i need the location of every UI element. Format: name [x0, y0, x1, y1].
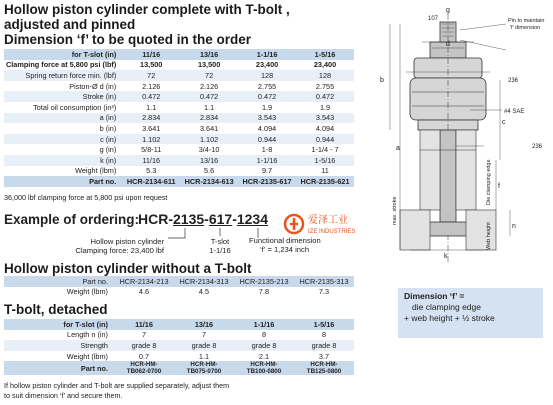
table-cell: 13/16 [180, 155, 238, 166]
row-label: Weight (lbm) [66, 351, 108, 361]
table-row [4, 91, 354, 102]
table-cell: 1.102 [180, 134, 238, 145]
section1-title-line1: Hollow piston cylinder complete with T-bolt , [4, 2, 290, 17]
dimension-f-title: Dimension ‘f’ = [404, 291, 465, 301]
part-number-line: HCR-HM- [130, 361, 158, 369]
row-label: Weight (lbm) [75, 166, 117, 176]
table-cell: 5.3 [146, 166, 157, 176]
table-cell: 0.472 [122, 91, 180, 102]
table-row [4, 113, 354, 124]
table-left [400, 210, 430, 250]
row-label: c (in) [4, 134, 122, 145]
row-label: a (in) [4, 113, 122, 124]
table-row [4, 60, 354, 71]
die-right [456, 130, 476, 210]
part-number-line: HCR-HM- [250, 361, 278, 369]
header-cell: 1-1/16 [234, 319, 294, 330]
table-header-row [4, 319, 354, 330]
dimension-f-line1: die clamping edge [412, 302, 481, 312]
table-cell: 3/4-10 [198, 145, 220, 155]
no-tbolt-body [4, 276, 354, 297]
clamping-force-note: 36,000 lbf clamping force at 5,800 psi upon request [4, 193, 168, 202]
label-107: 107 [428, 16, 439, 22]
part-number-cell: HCR-2134-313 [174, 276, 234, 287]
row-label: Stroke (in) [4, 91, 122, 102]
label-236: 236 [508, 78, 519, 84]
table-cell: 2.755 [257, 81, 277, 91]
table-cell: 0.944 [296, 134, 354, 145]
table-row [4, 340, 354, 351]
tbolt-foot [424, 222, 472, 236]
code-sep1: - [204, 211, 209, 227]
example-label-tbolt-1: T-slot [210, 237, 230, 246]
part-number-cell [294, 361, 354, 375]
table-row [4, 70, 354, 81]
separate-supply-note-2: to suit dimension ‘f’ and secure them. [4, 391, 123, 400]
table-header-row [4, 276, 354, 287]
part-number-cell [114, 361, 174, 375]
code-prefix: HCR- [138, 211, 173, 227]
table-cell: 0.944 [238, 134, 296, 145]
separate-supply-note-1: If hollow piston cylinder and T-bolt are supplied separately, adjust them [4, 381, 230, 390]
web-height-label: Web height [486, 222, 492, 250]
example-label-tbolt-2: 1-1/16 [209, 246, 231, 255]
example-code [138, 211, 268, 227]
table-cell: 2.1 [258, 351, 270, 361]
table-cell: 1.1 [198, 351, 210, 361]
table-cell: 7.3 [318, 287, 330, 297]
code-part2: 617 [208, 211, 233, 227]
table-row [4, 102, 354, 113]
table-cell: 4.6 [138, 287, 150, 297]
table-cell: 1.102 [122, 134, 180, 145]
table-cell: 1-1/4 - 7 [311, 145, 339, 155]
part-number-cell: HCR-2135-213 [234, 276, 294, 287]
pin-note-1: Pin to maintain [508, 18, 545, 24]
part-number-cell: HCR-2135-313 [294, 276, 354, 287]
row-label: k (in) [4, 155, 122, 166]
section2-title: Hollow piston cylinder without a T-bolt [4, 261, 252, 276]
table-cell: 1-8 [261, 145, 273, 155]
label-c: c [502, 119, 506, 126]
table-cell: 2.126 [142, 81, 161, 91]
table-cell: 7.8 [258, 287, 270, 297]
svg-text:IZE INDUSTRIES: IZE INDUSTRIES [308, 229, 356, 235]
table-cell: 8 [261, 330, 267, 340]
example-label-dim-2: ‘f’ = 1,234 inch [260, 245, 310, 254]
section1-title-line3: Dimension ‘f’ to be quoted in the order [4, 32, 252, 47]
header-cell: 13/16 [180, 49, 238, 60]
label-b: b [380, 77, 384, 84]
sae-label: #4 SAE [504, 109, 525, 115]
row-label: Total oil consumption (in³) [33, 102, 117, 112]
table-cell: 23,400 [255, 60, 279, 70]
max-stroke-label: max. stroke [392, 196, 398, 225]
partno-row [4, 361, 354, 375]
dimension-f-line2: + web height + ½ stroke [404, 313, 495, 323]
cylinder-spec-body [4, 49, 354, 187]
code-sep2: - [232, 211, 237, 227]
header-cell: 13/16 [174, 319, 234, 330]
row-label: Part no. [4, 176, 122, 187]
table-cell: 128 [296, 70, 354, 81]
table-cell: 4.094 [257, 123, 277, 133]
part-number-cell: HCR-2135-617 [238, 176, 296, 187]
table-cell: 5.6 [204, 166, 215, 176]
row-label: Piston-Ø d (in) [69, 81, 117, 91]
table-cell: 1.9 [319, 102, 331, 112]
dimension-f-box [398, 288, 543, 338]
header-cell: Part no. [4, 276, 114, 287]
table-row [4, 123, 354, 134]
table-cell: 23,400 [313, 60, 337, 70]
table-cell: 72 [180, 70, 238, 81]
label-236b: 236 [532, 144, 543, 150]
header-cell: 1-5/16 [294, 319, 354, 330]
table-cell: 7 [201, 330, 207, 340]
table-cell: 2.755 [315, 81, 335, 91]
table-row [4, 134, 354, 145]
table-cell: 11 [321, 166, 329, 176]
cylinder-spec-table [4, 49, 354, 187]
table-cell: 0.472 [296, 91, 354, 102]
label-f: f [498, 183, 500, 190]
table-cell: 3.543 [238, 113, 296, 124]
table-cell: grade 8 [234, 340, 294, 351]
table-cell: 128 [238, 70, 296, 81]
row-label: g (in) [99, 145, 117, 155]
die-left [420, 130, 440, 210]
part-number-cell: HCR-2134-611 [122, 176, 180, 187]
table-cell: 1-5/16 [296, 155, 354, 166]
label-n: n [512, 223, 516, 230]
row-label: b (in) [99, 123, 117, 133]
row-label: Spring return force min. (lbf) [4, 70, 122, 81]
table-cell: 1.1 [146, 102, 157, 112]
partno-row [4, 176, 354, 187]
part-number-line: TB100-0800 [246, 368, 282, 376]
table-cell: grade 8 [114, 340, 174, 351]
table-cell: 8 [321, 330, 327, 340]
part-number-line: TB075-0700 [186, 368, 222, 376]
part-number-line: TB062-0700 [126, 368, 162, 376]
part-number-line: TB125-0800 [306, 368, 342, 376]
table-row [4, 81, 354, 92]
label-d: d [446, 41, 450, 48]
part-number-cell [174, 361, 234, 375]
table-row [4, 166, 354, 177]
cylinder-drawing [360, 0, 553, 285]
table-row [4, 155, 354, 166]
table-cell: 3.543 [296, 113, 354, 124]
part-number-cell: HCR-2135-621 [296, 176, 354, 187]
table-cell: 13,500 [197, 60, 221, 70]
header-cell: for T-slot (in) [4, 319, 114, 330]
table-cell: 5/8-11 [141, 145, 162, 155]
row-label: Clamping force at 5,800 psi (lbf) [6, 60, 117, 70]
die-clamping-label: Die clamping edge [486, 159, 492, 205]
table-row [4, 287, 354, 298]
part-number-cell: HCR-2134-213 [114, 276, 174, 287]
table-cell: 3.7 [318, 351, 330, 361]
tbolt-shank [440, 130, 456, 222]
section1-title-line2: adjusted and pinned [4, 17, 136, 32]
part-number-cell: HCR-2134-613 [180, 176, 238, 187]
table-cell: 3.641 [199, 123, 219, 133]
svg-text:爱泽工业: 爱泽工业 [308, 215, 348, 226]
table-cell: 1.9 [261, 102, 273, 112]
table-cell: 1.1 [204, 102, 215, 112]
table-cell: 72 [122, 70, 180, 81]
tbolt-body [4, 319, 354, 375]
table-cell: grade 8 [174, 340, 234, 351]
section3-title: T-bolt, detached [4, 302, 108, 317]
table-cell: 0.7 [138, 351, 150, 361]
table-cell: 4.5 [198, 287, 210, 297]
header-cell: for T-slot (in) [4, 49, 122, 60]
part-number-cell [234, 361, 294, 375]
example-label-cylinder-1: Hollow piston cylinder [90, 237, 164, 246]
table-header-row [4, 49, 354, 60]
header-cell: 11/16 [114, 319, 174, 330]
table-row [4, 144, 354, 155]
table-cell: 13,500 [140, 60, 163, 70]
label-g: g [446, 7, 450, 14]
table-cell: 1-1/16 [238, 155, 296, 166]
table-cell: 9.7 [261, 166, 273, 176]
table-cell: 2.834 [180, 113, 238, 124]
no-tbolt-table [4, 276, 354, 297]
table-cell: 2.126 [199, 81, 219, 91]
table-cell: grade 8 [294, 340, 354, 351]
row-label: Length n (in) [67, 330, 108, 340]
row-label: Weight (lbm) [66, 287, 108, 297]
table-row [4, 351, 354, 362]
table-cell: 3.641 [142, 123, 161, 133]
table-cell: 2.834 [122, 113, 180, 124]
header-cell: 11/16 [122, 49, 180, 60]
tbolt-table [4, 319, 354, 375]
table-cell: 0.472 [238, 91, 296, 102]
label-a: a [396, 145, 400, 152]
table-cell: 0.472 [180, 91, 238, 102]
table-cell: 11/16 [122, 155, 180, 166]
part-number-line: HCR-HM- [190, 361, 218, 369]
example-label-dim-1: Functional dimension [249, 236, 321, 245]
table-row [4, 330, 354, 341]
label-k: k [444, 253, 448, 260]
pin-note-2: 'f' dimension [510, 25, 541, 31]
example-title: Example of ordering: [4, 212, 140, 227]
table-cell: 7 [141, 330, 147, 340]
code-part1: 2135 [173, 211, 205, 227]
table-cell: 4.094 [315, 123, 335, 133]
row-label: Part no. [4, 361, 114, 375]
row-label: Strength [4, 340, 114, 351]
code-part3: 1234 [236, 211, 269, 227]
header-cell: 1-1/16 [238, 49, 296, 60]
example-label-cylinder-2: Clamping force: 23,400 lbf [75, 246, 164, 255]
part-number-line: HCR-HM- [310, 361, 338, 369]
header-cell: 1-5/16 [296, 49, 354, 60]
